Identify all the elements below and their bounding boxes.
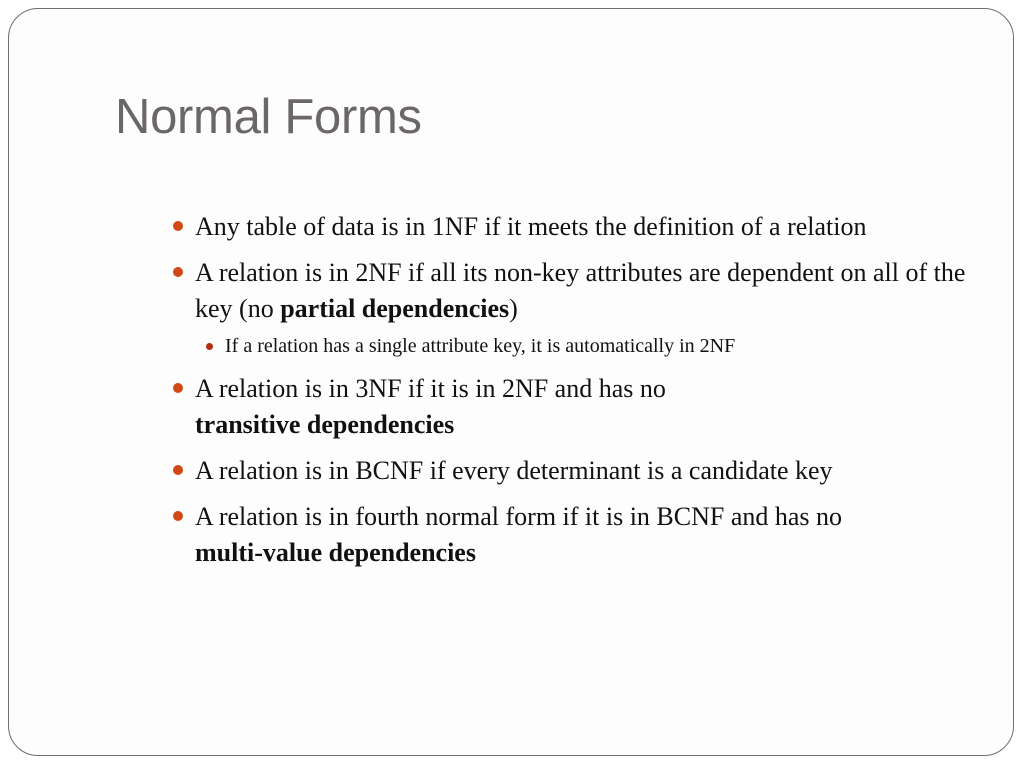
- bullet-text: A relation is in fourth normal form if it is in BCNF and has no: [195, 502, 843, 531]
- bullet-dot-icon: [173, 267, 183, 277]
- sub-bullet-dot-icon: [206, 343, 213, 350]
- sub-bullet-text: If a relation has a single attribute key, it is automatically in 2NF: [225, 335, 736, 357]
- bullet-bold-term: partial dependencies: [280, 294, 510, 323]
- bullet-text: Any table of data is in 1NF if it meets the definition of a relation: [195, 212, 867, 241]
- bullet-4nf: [165, 499, 1005, 571]
- bullet-bold-term: multi-value dependencies: [195, 538, 476, 567]
- bullet-text: A relation is in 3NF if it is in 2NF and has no: [195, 374, 666, 403]
- bullet-dot-icon: [173, 383, 183, 393]
- bullet-suffix: ): [509, 294, 518, 323]
- bullet-bcnf: [165, 453, 1005, 489]
- bullet-dot-icon: [173, 221, 183, 231]
- bullet-text: A relation is in 2NF if all its non-key attributes are dependent on all of the key (no: [195, 258, 966, 323]
- bullet-bold-term: transitive dependencies: [195, 410, 455, 439]
- bullet-dot-icon: [173, 511, 183, 521]
- bullet-3nf: [165, 371, 1005, 443]
- bullet-2nf: [165, 255, 1005, 361]
- slide-title: Normal Forms: [115, 90, 422, 144]
- sub-bullet-list: [195, 331, 1005, 361]
- bullet-1nf: [165, 209, 1005, 245]
- bullet-list: [165, 209, 1005, 581]
- slide-frame: [8, 8, 1014, 756]
- bullet-dot-icon: [173, 465, 183, 475]
- bullet-text: A relation is in BCNF if every determinant is a candidate key: [195, 456, 833, 485]
- sub-bullet-single-key: [195, 331, 1005, 361]
